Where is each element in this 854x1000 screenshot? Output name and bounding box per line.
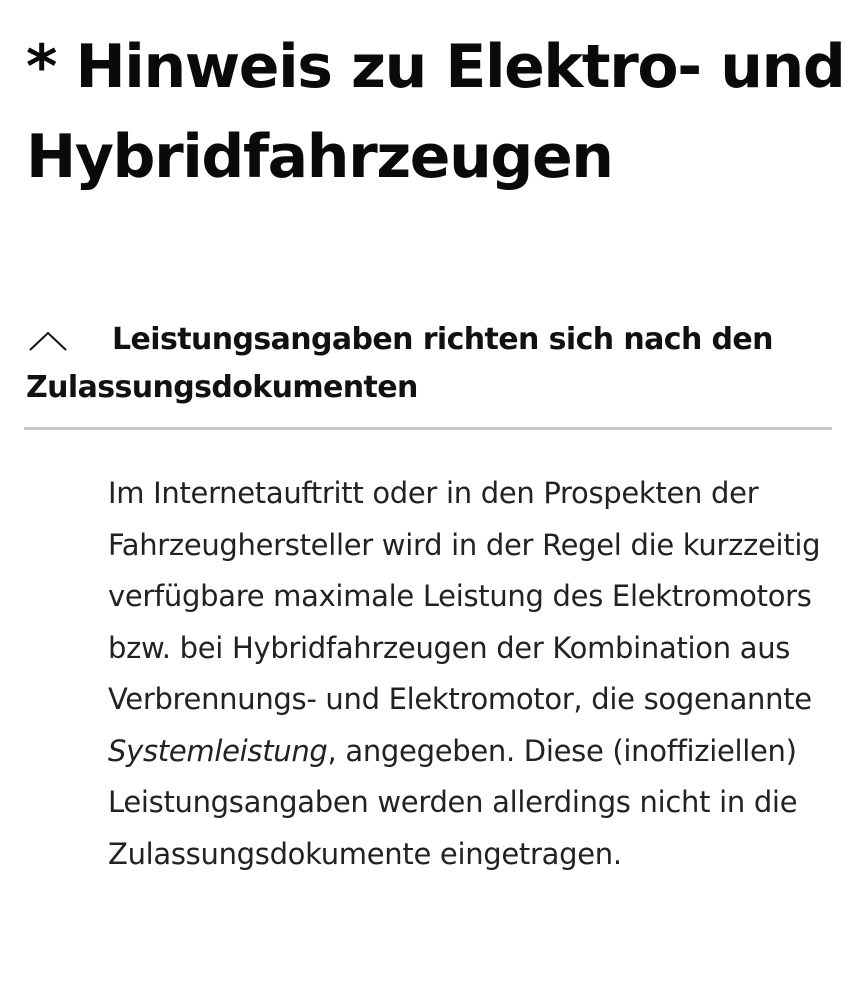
accordion-header-toggle[interactable] (26, 316, 832, 412)
accordion-header-label: Leistungsangaben richten sich nach den Zulassungsdokumenten (26, 322, 773, 405)
systemleistung-emphasis: Systemleistung (108, 733, 328, 768)
chevron-up-icon[interactable] (28, 330, 68, 352)
body-text-start: Im Internetauftritt oder in den Prospekten der Fahrzeughersteller wird in der Regel die kurzzeitig verfügbare maximale Leistung des Elektromotors bzw. bei Hybridfahrzeugen der Kombination aus Verbrennungs- und Elektromotor, die sogenannte (108, 476, 821, 716)
accordion-body-text (108, 468, 828, 880)
body-text-end: , angegeben. Diese (inoffiziellen) Leistungsangaben werden allerdings nicht in die Zulassungsdokumente eingetragen. (108, 733, 798, 871)
accordion-divider (24, 427, 832, 430)
page-title: * Hinweis zu Elektro- und Hybridfahrzeugen (26, 32, 845, 192)
